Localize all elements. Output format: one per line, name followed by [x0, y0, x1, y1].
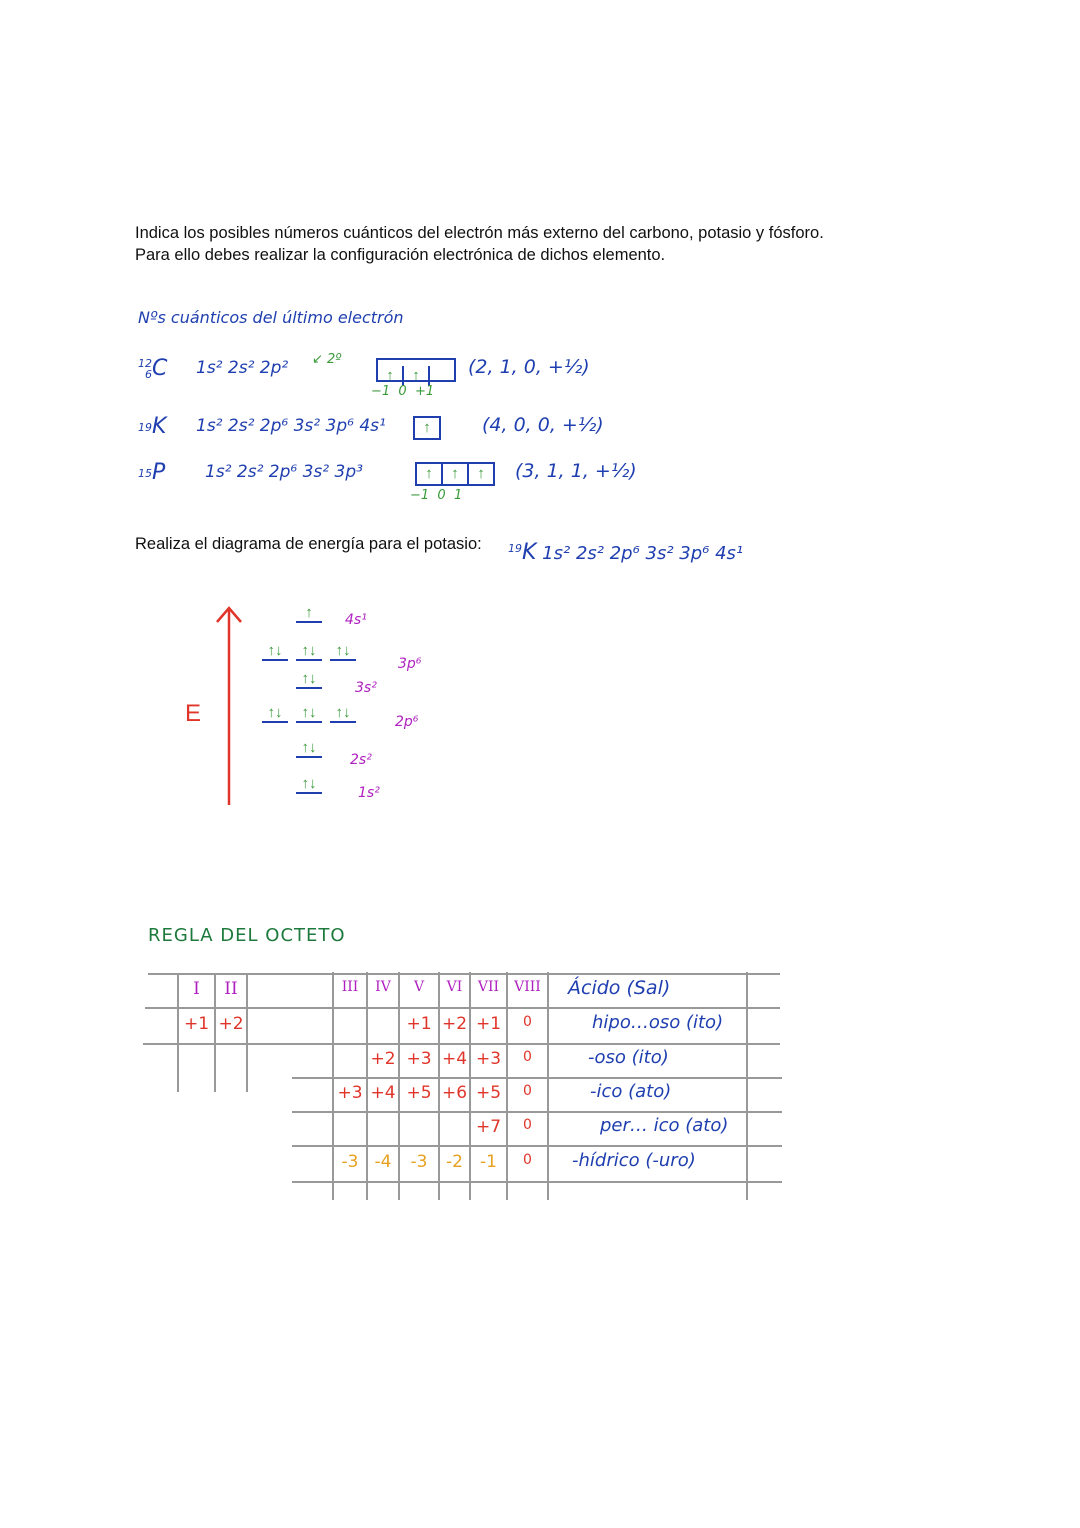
oxidation-value: +1 [183, 1014, 210, 1034]
orbital-cell [430, 360, 454, 380]
element-symbol [138, 356, 167, 381]
level-label: 4s¹ [345, 612, 367, 628]
oxidation-value: +3 [475, 1049, 502, 1069]
level-label: 2p⁶ [395, 714, 419, 730]
prompt-line-1: Indica los posibles números cuánticos del electrón más externo del carbono, potasio y fósforo. [135, 224, 824, 242]
oxidation-value: +1 [475, 1014, 502, 1034]
oxidation-value: +5 [406, 1083, 432, 1103]
acid-suffix: hipo…oso (ito) [592, 1012, 724, 1033]
group-header: IV [375, 979, 391, 995]
ml-labels: −1 0 +1 [371, 384, 435, 399]
oxidation-value: -4 [374, 1152, 392, 1172]
group-header: III [341, 979, 359, 995]
mass-number: 12 [138, 357, 152, 370]
oxidation-value: 0 [523, 1014, 532, 1030]
quantum-numbers: (4, 0, 0, +½) [482, 414, 604, 436]
notes-heading: Nºs cuánticos del último electrón [138, 308, 404, 327]
oxidation-value: -3 [410, 1152, 428, 1172]
orbital-box [376, 358, 456, 382]
oxidation-value: +2 [370, 1049, 396, 1069]
orbital-line: ↑ [296, 605, 322, 623]
element-symbol: K [522, 540, 537, 565]
orbital-line: ↑↓ [296, 740, 322, 758]
orbital-line: ↑↓ [296, 705, 322, 723]
acid-suffix: per… ico (ato) [600, 1115, 729, 1136]
isotope-numbers [138, 358, 152, 380]
oxidation-value: 0 [523, 1049, 532, 1065]
isotope-numbers [138, 468, 152, 479]
orbital-cell: ↑ [423, 419, 431, 436]
orbital-line: ↑↓ [330, 643, 356, 661]
symbol: C [152, 356, 168, 381]
atomic-number: 19 [508, 542, 522, 555]
level-label: 3p⁶ [398, 656, 422, 672]
oxidation-value: +3 [337, 1083, 363, 1103]
annotation-note: ↙ 2º [312, 352, 342, 367]
oxidation-value: +6 [441, 1083, 468, 1103]
acid-suffix: -hídrico (-uro) [572, 1150, 696, 1171]
prompt-energy: Realiza el diagrama de energía para el potasio: [135, 535, 482, 553]
orbital-line: ↑↓ [296, 671, 322, 689]
group-header: VI [446, 979, 463, 995]
oxidation-value: 0 [523, 1083, 532, 1099]
electron-config: 1s² 2s² 2p² [196, 358, 289, 378]
orbital-box [415, 462, 495, 486]
group-header: I [193, 979, 200, 999]
group-header: II [224, 979, 238, 999]
oxidation-value: +1 [406, 1014, 432, 1034]
orbital-line: ↑↓ [262, 643, 288, 661]
orbital-cell: ↑ [477, 465, 485, 482]
orbital-line: ↑↓ [262, 705, 288, 723]
level-label: 1s² [358, 785, 380, 801]
acid-suffix: -oso (ito) [588, 1047, 669, 1068]
level-label: 2s² [350, 752, 372, 768]
orbital-cell: ↑ [404, 366, 430, 386]
group-header: VIII [514, 979, 541, 995]
orbital-cell: ↑ [443, 464, 469, 484]
oxidation-value: +2 [441, 1014, 468, 1034]
acid-header: Ácido (Sal) [568, 977, 671, 999]
isotope-numbers [138, 422, 152, 433]
electron-config: 1s² 2s² 2p⁶ 3s² 3p³ [205, 462, 363, 482]
oxidation-value: -2 [446, 1152, 463, 1172]
group-header: V [413, 979, 425, 995]
oxidation-value: 0 [523, 1152, 532, 1168]
group-header: VII [477, 979, 500, 995]
electron-config: 1s² 2s² 2p⁶ 3s² 3p⁶ 4s¹ [196, 416, 386, 436]
oxidation-value: +4 [441, 1049, 468, 1069]
potassium-config [508, 540, 743, 565]
atomic-number: 6 [145, 368, 152, 381]
prompt-line-2: Para ello debes realizar la configuración electrónica de dichos elemento. [135, 246, 666, 264]
element-symbol [138, 414, 166, 439]
orbital-cell: ↑ [378, 366, 404, 386]
oxidation-value: +3 [406, 1049, 432, 1069]
oxidation-value: +2 [218, 1014, 244, 1034]
oxidation-value: 0 [523, 1117, 532, 1133]
orbital-line: ↑↓ [296, 643, 322, 661]
orbital-box [413, 416, 441, 440]
quantum-numbers: (3, 1, 1, +½) [515, 460, 637, 482]
acid-suffix: -ico (ato) [590, 1081, 672, 1102]
oxidation-value: -1 [480, 1152, 497, 1172]
level-label: 3s² [355, 680, 377, 696]
oxidation-value: -3 [341, 1152, 359, 1172]
oxidation-value: +4 [370, 1083, 396, 1103]
ml-labels: −1 0 1 [410, 488, 463, 503]
atomic-number: 15 [138, 466, 152, 480]
oxidation-value: +7 [475, 1117, 502, 1137]
element-symbol [138, 460, 165, 485]
octet-title: REGLA DEL OCTETO [148, 925, 346, 946]
energy-arrow-icon [215, 600, 245, 810]
orbital-cell: ↑ [417, 464, 443, 484]
orbital-line: ↑↓ [330, 705, 356, 723]
atomic-number: 19 [138, 420, 152, 434]
orbital-line: ↑↓ [296, 776, 322, 794]
energy-axis-label: E [185, 700, 202, 727]
quantum-numbers: (2, 1, 0, +½) [468, 356, 590, 378]
symbol: K [152, 414, 167, 439]
electron-config: 1s² 2s² 2p⁶ 3s² 3p⁶ 4s¹ [542, 543, 744, 564]
oxidation-value: +5 [475, 1083, 502, 1103]
symbol: P [152, 460, 166, 485]
